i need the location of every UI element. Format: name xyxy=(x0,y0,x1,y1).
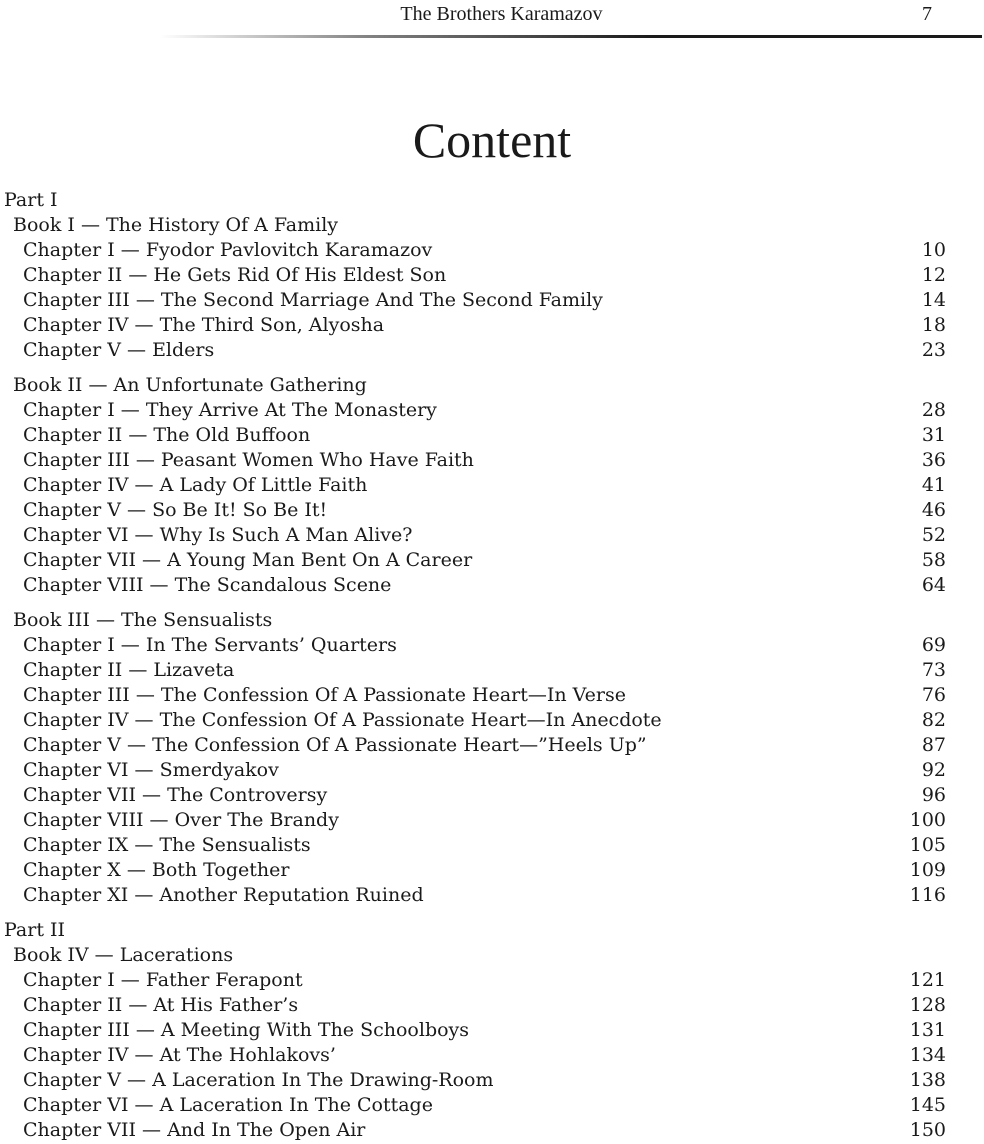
toc-chapter-entry[interactable] xyxy=(0,883,984,908)
toc-chapter-entry[interactable] xyxy=(0,1093,984,1118)
toc-part-heading[interactable]: Part II xyxy=(4,919,66,941)
toc-chapter-entry[interactable] xyxy=(0,993,984,1018)
table-of-contents xyxy=(0,188,984,1143)
toc-chapter-entry[interactable] xyxy=(0,263,984,288)
chapter-page-number: 92 xyxy=(921,759,946,781)
toc-chapter-entry[interactable] xyxy=(0,1068,984,1093)
chapter-page-number: 41 xyxy=(921,474,946,496)
chapter-title: Chapter VI — Smerdyakov xyxy=(23,759,279,781)
chapter-page-number: 36 xyxy=(921,449,946,471)
page-title: Content xyxy=(412,112,572,168)
chapter-page-number: 52 xyxy=(921,524,946,546)
toc-part-heading[interactable]: Part I xyxy=(4,189,58,211)
chapter-page-number: 138 xyxy=(909,1069,946,1091)
chapter-page-number: 64 xyxy=(921,574,946,596)
chapter-title: Chapter VI — Why Is Such A Man Alive? xyxy=(23,524,413,546)
chapter-page-number: 73 xyxy=(921,659,946,681)
chapter-page-number: 58 xyxy=(921,549,946,571)
chapter-page-number: 131 xyxy=(909,1019,946,1041)
toc-chapter-entry[interactable] xyxy=(0,733,984,758)
chapter-title: Chapter IV — The Confession Of A Passionate Heart—In Anecdote xyxy=(23,709,662,731)
toc-chapter-entry[interactable] xyxy=(0,548,984,573)
toc-chapter-entry[interactable] xyxy=(0,423,984,448)
chapter-title: Chapter I — Fyodor Pavlovitch Karamazov xyxy=(23,239,433,261)
chapter-page-number: 46 xyxy=(921,499,946,521)
toc-chapter-entry[interactable] xyxy=(0,783,984,808)
chapter-title: Chapter VII — A Young Man Bent On A Career xyxy=(23,549,473,571)
toc-book-heading[interactable]: Book III — The Sensualists xyxy=(13,609,273,631)
chapter-title: Chapter IX — The Sensualists xyxy=(23,834,311,856)
chapter-page-number: 150 xyxy=(909,1119,946,1141)
chapter-page-number: 14 xyxy=(921,289,946,311)
toc-book-heading[interactable]: Book II — An Unfortunate Gathering xyxy=(13,374,367,396)
chapter-page-number: 28 xyxy=(921,399,946,421)
chapter-title: Chapter II — The Old Buffoon xyxy=(23,424,311,446)
toc-chapter-entry[interactable] xyxy=(0,833,984,858)
chapter-title: Chapter X — Both Together xyxy=(23,859,290,881)
chapter-page-number: 109 xyxy=(909,859,946,881)
toc-chapter-entry[interactable] xyxy=(0,473,984,498)
chapter-title: Chapter IV — The Third Son, Alyosha xyxy=(23,314,385,336)
toc-chapter-entry[interactable] xyxy=(0,1043,984,1068)
chapter-title: Chapter III — Peasant Women Who Have Faith xyxy=(23,449,474,471)
chapter-page-number: 10 xyxy=(921,239,946,261)
chapter-page-number: 18 xyxy=(921,314,946,336)
chapter-title: Chapter I — They Arrive At The Monastery xyxy=(23,399,437,421)
running-header-title: The Brothers Karamazov xyxy=(400,3,603,25)
chapter-title: Chapter III — A Meeting With The Schoolboys xyxy=(23,1019,470,1041)
toc-chapter-entry[interactable] xyxy=(0,498,984,523)
toc-chapter-list xyxy=(0,633,984,908)
chapter-page-number: 31 xyxy=(921,424,946,446)
chapter-page-number: 105 xyxy=(909,834,946,856)
chapter-title: Chapter III — The Confession Of A Passionate Heart—In Verse xyxy=(23,684,626,706)
chapter-title: Chapter V — Elders xyxy=(23,339,215,361)
toc-chapter-entry[interactable] xyxy=(0,398,984,423)
chapter-title: Chapter V — A Laceration In The Drawing-Room xyxy=(23,1069,494,1091)
chapter-page-number: 82 xyxy=(921,709,946,731)
toc-chapter-entry[interactable] xyxy=(0,573,984,598)
toc-chapter-entry[interactable] xyxy=(0,658,984,683)
chapter-title: Chapter VI — A Laceration In The Cottage xyxy=(23,1094,433,1116)
chapter-title: Chapter VIII — Over The Brandy xyxy=(23,809,339,831)
chapter-page-number: 121 xyxy=(909,969,946,991)
chapter-title: Chapter IV — At The Hohlakovs’ xyxy=(23,1044,336,1066)
chapter-page-number: 23 xyxy=(921,339,946,361)
chapter-title: Chapter VII — And In The Open Air xyxy=(23,1119,366,1141)
header-divider xyxy=(160,35,982,38)
chapter-title: Chapter XI — Another Reputation Ruined xyxy=(23,884,424,906)
chapter-title: Chapter I — In The Servants’ Quarters xyxy=(23,634,397,656)
chapter-page-number: 116 xyxy=(909,884,946,906)
chapter-title: Chapter II — Lizaveta xyxy=(23,659,235,681)
chapter-page-number: 76 xyxy=(921,684,946,706)
toc-book-heading[interactable]: Book I — The History Of A Family xyxy=(13,214,339,236)
toc-chapter-entry[interactable] xyxy=(0,338,984,363)
toc-chapter-entry[interactable] xyxy=(0,633,984,658)
chapter-page-number: 87 xyxy=(921,734,946,756)
toc-chapter-entry[interactable] xyxy=(0,858,984,883)
toc-chapter-entry[interactable] xyxy=(0,683,984,708)
chapter-title: Chapter I — Father Ferapont xyxy=(23,969,303,991)
toc-chapter-entry[interactable] xyxy=(0,288,984,313)
chapter-page-number: 12 xyxy=(921,264,946,286)
chapter-page-number: 128 xyxy=(909,994,946,1016)
chapter-title: Chapter II — At His Father’s xyxy=(23,994,299,1016)
toc-chapter-entry[interactable] xyxy=(0,968,984,993)
toc-chapter-entry[interactable] xyxy=(0,523,984,548)
toc-chapter-entry[interactable] xyxy=(0,448,984,473)
toc-chapter-entry[interactable] xyxy=(0,1118,984,1143)
chapter-title: Chapter VIII — The Scandalous Scene xyxy=(23,574,392,596)
chapter-title: Chapter III — The Second Marriage And The Second Family xyxy=(23,289,603,311)
toc-chapter-list xyxy=(0,968,984,1143)
toc-chapter-list xyxy=(0,238,984,363)
chapter-page-number: 69 xyxy=(921,634,946,656)
chapter-page-number: 134 xyxy=(909,1044,946,1066)
chapter-page-number: 145 xyxy=(909,1094,946,1116)
toc-chapter-entry[interactable] xyxy=(0,238,984,263)
chapter-title: Chapter V — The Confession Of A Passionate Heart—”Heels Up” xyxy=(23,734,647,756)
toc-chapter-entry[interactable] xyxy=(0,808,984,833)
toc-chapter-entry[interactable] xyxy=(0,708,984,733)
chapter-title: Chapter II — He Gets Rid Of His Eldest Son xyxy=(23,264,447,286)
toc-chapter-entry[interactable] xyxy=(0,313,984,338)
toc-chapter-list xyxy=(0,398,984,598)
chapter-page-number: 100 xyxy=(909,809,946,831)
chapter-page-number: 96 xyxy=(921,784,946,806)
running-header-page-number: 7 xyxy=(922,3,932,25)
toc-book-heading[interactable]: Book IV — Lacerations xyxy=(13,944,234,966)
toc-chapter-entry[interactable] xyxy=(0,1018,984,1043)
toc-chapter-entry[interactable] xyxy=(0,758,984,783)
chapter-title: Chapter VII — The Controversy xyxy=(23,784,328,806)
chapter-title: Chapter V — So Be It! So Be It! xyxy=(23,499,328,521)
chapter-title: Chapter IV — A Lady Of Little Faith xyxy=(23,474,368,496)
